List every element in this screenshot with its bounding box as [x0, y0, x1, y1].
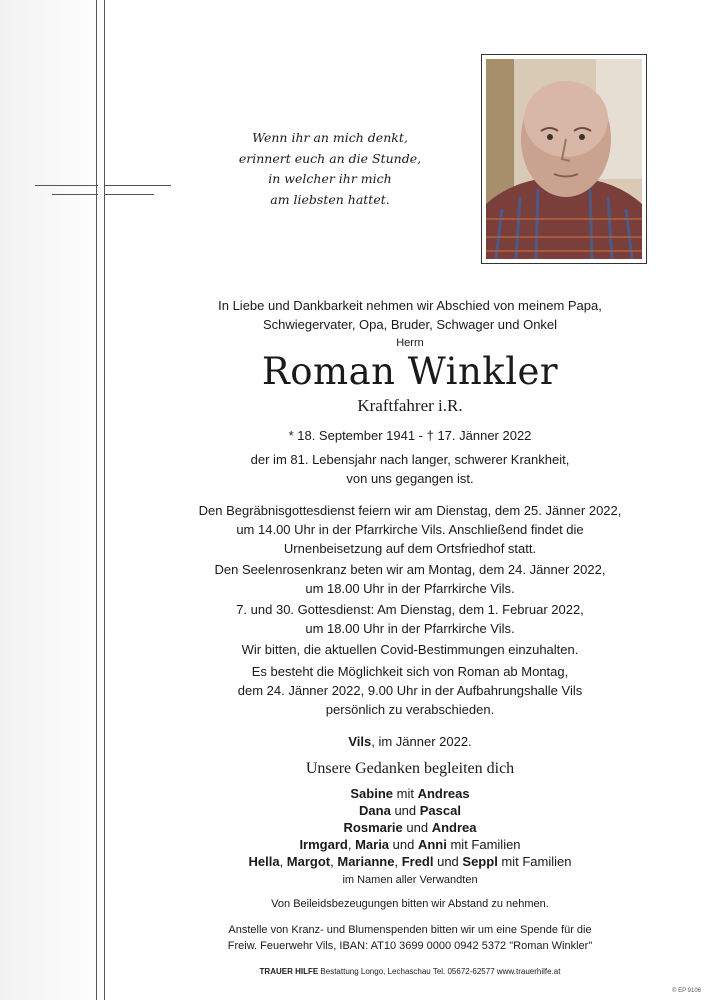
- funeral-line: Urnenbeisetzung auf dem Ortsfriedhof statt.: [283, 541, 537, 556]
- farewell-line: persönlich zu verabschieden.: [325, 702, 495, 717]
- herrn-label: Herrn: [396, 337, 424, 349]
- place-date: [180, 732, 640, 751]
- funeral-info: [180, 501, 640, 558]
- mourners-heading: Unsere Gedanken begleiten dich: [305, 760, 515, 777]
- age-line: von uns gegangen ist.: [346, 471, 474, 486]
- mass-line: 7. und 30. Gottesdienst: Am Dienstag, dem 1. Februar 2022,: [236, 602, 584, 617]
- portrait-photo: [486, 59, 642, 259]
- farewell-line: dem 24. Jänner 2022, 9.00 Uhr in der Aufbahrungshalle Vils: [237, 683, 583, 698]
- quote-line: in welcher ihr mich: [268, 171, 392, 186]
- intro-line: In Liebe und Dankbarkeit nehmen wir Abschied von meinem Papa,: [218, 298, 602, 313]
- mourners-line: Sabine mit Andreas: [350, 786, 470, 801]
- rosary-info: [180, 560, 640, 598]
- mourners-line: Rosmarie und Andrea: [343, 820, 477, 835]
- farewell-info: [180, 662, 640, 719]
- footer-imprint: [180, 967, 640, 976]
- deceased-name: Roman Winkler: [261, 350, 559, 393]
- mass-info: [180, 600, 640, 638]
- donation-line: Anstelle von Kranz- und Blumenspenden bitten wir um eine Spende für die: [228, 924, 592, 936]
- farewell-line: Es besteht die Möglichkeit sich von Roman ab Montag,: [251, 664, 569, 679]
- relatives-note: im Namen aller Verwandten: [342, 874, 478, 886]
- covid-notice: Wir bitten, die aktuellen Covid-Bestimmungen einzuhalten.: [241, 642, 579, 657]
- quote-line: erinnert euch an die Stunde,: [238, 150, 422, 166]
- age-statement: [180, 450, 640, 488]
- rosary-line: um 18.00 Uhr in der Pfarrkirche Vils.: [305, 581, 515, 596]
- funeral-line: um 14.00 Uhr in der Pfarrkirche Vils. Anschließend findet die: [236, 522, 584, 537]
- funeral-line: Den Begräbnisgottesdienst feiern wir am Dienstag, dem 25. Jänner 2022,: [198, 503, 622, 518]
- age-line: der im 81. Lebensjahr nach langer, schwerer Krankheit,: [250, 452, 570, 467]
- intro-line: Schwiegervater, Opa, Bruder, Schwager und Onkel: [262, 317, 558, 332]
- footer-brand: TRAUER HILFE: [259, 967, 319, 976]
- life-dates: * 18. September 1941 - † 17. Jänner 2022: [288, 428, 532, 443]
- footer-code: © EP 9106: [672, 988, 701, 994]
- mourners-list: [180, 785, 640, 888]
- portrait-photo-frame: [481, 54, 647, 264]
- donation-line: Freiw. Feuerwehr Vils, IBAN: AT10 3699 0000 0942 5372 "Roman Winkler": [227, 940, 593, 952]
- intro-text: [180, 296, 640, 353]
- footer-details: Bestattung Longo, Lechaschau Tel. 05672-62577 www.trauerhilfe.at: [318, 967, 561, 976]
- place-name: Vils: [348, 734, 372, 749]
- quote-line: Wenn ihr an mich denkt,: [252, 130, 408, 145]
- rosary-line: Den Seelenrosenkranz beten wir am Montag, dem 24. Jänner 2022,: [214, 562, 606, 577]
- mass-line: um 18.00 Uhr in der Pfarrkirche Vils.: [305, 621, 515, 636]
- donation-note: [180, 922, 640, 954]
- memorial-quote: [230, 128, 430, 210]
- condolence-note: Von Beileidsbezeugungen bitten wir Abstand zu nehmen.: [271, 898, 549, 910]
- quote-line: am liebsten hattet.: [270, 191, 390, 207]
- deceased-occupation: Kraftfahrer i.R.: [357, 396, 463, 415]
- mourners-line: Hella, Margot, Marianne, Fredl und Seppl mit Familien: [248, 854, 572, 869]
- date-text: , im Jänner 2022.: [371, 734, 472, 749]
- mourners-line: Irmgard, Maria und Anni mit Familien: [299, 837, 521, 852]
- mourners-line: Dana und Pascal: [359, 803, 461, 818]
